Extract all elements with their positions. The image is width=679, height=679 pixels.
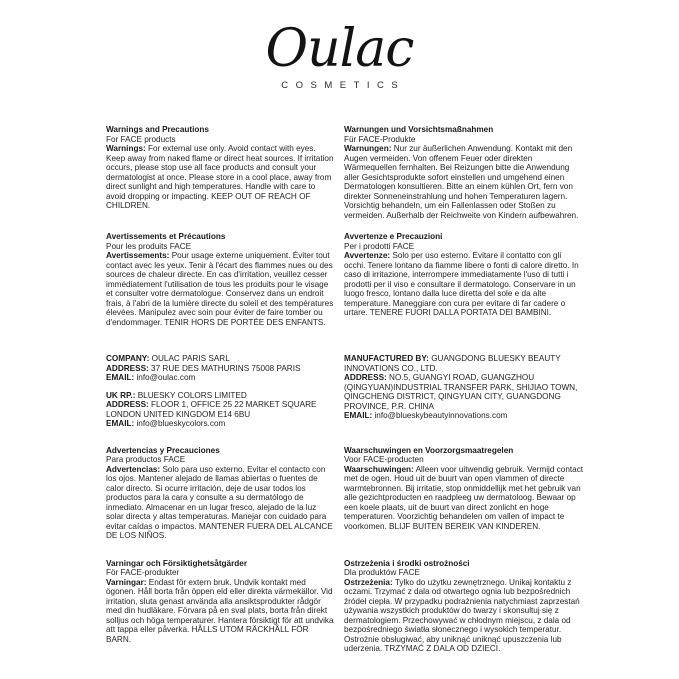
email-value: info@oulac.com: [136, 373, 196, 382]
section-body: Alleen voor uitwendig gebruik. Vermijd contact met de ogen. Houd uit de buurt van open vlammen of directe warmtebronnen. Bij irritatie, stop onmiddellijk met het gebruik van alle gezichtproducten en raadpleeg uw dermatoloog. Bewaar op een koele plaats, uit de buurt van direct zonlicht en hoge temperaturen. Voorzichtig behandelen om vallen of impact te voorkomen. BLIJF BUITEN BEREIK VAN KINDEREN.: [344, 464, 584, 531]
section-title: Ostrzeżenia i środki ostrożności: [344, 558, 470, 568]
warnings-section-german: [344, 125, 584, 220]
section-subtitle: Voor FACE-producten: [344, 455, 424, 464]
section-subtitle: Dla produktów FACE: [344, 568, 420, 577]
section-body: Endast för extern bruk. Undvik kontakt med ögonen. Håll borta från öppen eld eller direkta värmekällor. Vid irritation, sluta genast använda alla ansiktsprodukter rådgör med din hudläkare. Förvara på en sval plats, borta från direkt solljus och höga temperaturer. Hantera försiktigt för att undvika att tappa eller påverka. HÅLLS UTOM RÄCKHÅLL FÖR BARN.: [106, 577, 334, 644]
warnings-row-fr-it: [106, 232, 584, 327]
section-lead: Warnungen:: [344, 144, 392, 153]
field-label: ADDRESS:: [344, 373, 387, 382]
company-line: [106, 373, 334, 383]
section-body: Solo para uso externo. Evitar el contacto con los ojos. Mantener alejado de llamas abiertas o fuentes de calor directo. Si ocurre irritación, deje de usar todos los productos para la cara y consulte a su dermatólogo de inmediato. Almacenar en un lugar fresco, alejado de la luz solar directa y altas temperaturas. Manejar con cuidado para evitar caídas o impactos. MANTENER FUERA DEL ALCANCE DE LOS NIÑOS.: [106, 464, 333, 540]
section-title: Avvertenze e Precauzioni: [344, 232, 443, 241]
warnings-section-italian: [344, 232, 584, 318]
field-label: EMAIL:: [106, 373, 135, 382]
section-lead: Avvertenze:: [344, 251, 391, 260]
section-lead: Waarschuwingen:: [344, 464, 414, 474]
warnings-row-sv-pl: [106, 559, 584, 654]
field-label: UK RP.:: [106, 390, 136, 400]
field-label: ADDRESS:: [106, 363, 149, 373]
warnings-section-dutch: [344, 446, 584, 532]
company-info-row: [106, 354, 584, 429]
section-title: Warnings and Precautions: [106, 125, 209, 134]
section-subtitle: Para productos FACE: [106, 455, 186, 464]
company-info-column: [106, 354, 334, 429]
warnings-row-en-de: [106, 125, 584, 220]
section-subtitle: Pour les produits FACE: [106, 241, 192, 251]
section-title: Avertissements et Précautions: [106, 232, 226, 241]
section-lead: Avertissements:: [106, 251, 170, 260]
company-line: [106, 391, 334, 401]
section-body-paragraph: [106, 251, 334, 327]
field-label: COMPANY:: [106, 354, 150, 363]
uk-rp-block: [106, 391, 334, 429]
warnings-section-polish: [344, 559, 584, 654]
field-label: MANUFACTURED BY:: [344, 354, 429, 363]
warnings-section-french: [106, 232, 334, 327]
section-lead: Advertencias:: [106, 464, 161, 474]
section-title: Advertencias y Precauciones: [106, 445, 220, 455]
warnings-section-english: [106, 125, 334, 211]
section-subtitle: Per i prodotti FACE: [344, 241, 415, 251]
section-body-paragraph: [344, 465, 584, 532]
field-label: EMAIL:: [344, 411, 373, 420]
section-lead: Ostrzeżenia:: [344, 577, 393, 587]
section-body-paragraph: [344, 251, 584, 318]
company-line: [106, 419, 334, 429]
email-value: info@blueskycolors.com: [136, 419, 226, 428]
section-body-paragraph: [344, 144, 584, 220]
manufacturer-block: [344, 354, 584, 421]
label-content: [106, 125, 584, 654]
company-block: [106, 354, 334, 383]
section-body-paragraph: [106, 578, 334, 645]
section-body-paragraph: [344, 578, 584, 654]
company-line: [106, 354, 334, 364]
brand-header: [0, 0, 679, 92]
section-body: Pour usage externe uniquement. Éviter tout contact avec les yeux. Tenir à l'écart des flammes nues ou des sources de chaleur directe. En cas d'irritation, veuillez cesser immédiatement l'utilisation de tous les produits pour le visage et consulter votre dermatologue. Conservez dans un endroit frais, à l'abri de la lumière directe du soleil et des températures élevées. Manipulez avec soin pour éviter de faire tomber ou d'endommager. TENIR HORS DE PORTÉE DES ENFANTS.: [106, 251, 334, 327]
section-body: Tylko do użytku zewnętrznego. Unikaj kontaktu z oczami. Trzymać z dala od otwartego ognia lub bezpośrednich źródeł ciepła. W przypadku podrażnienia natychmiast zaprzestań używania wszystkich produktów do twarzy i skonsultuj się z dermatologiem. Przechowywać w chłodnym miejscu, z dala od bezpośredniego światła słonecznego i wysokich temperatur. Ostrożnie obsługiwać, aby uniknąć uniknąć upuszczenia lub uderzenia. TRZYMAĆ Z DALA OD DZIECI.: [344, 577, 580, 653]
warnings-row-es-nl: [106, 446, 584, 541]
email-value: info@blueskybeautyinnovations.com: [374, 411, 508, 420]
oulac-logo: Oulac: [265, 19, 414, 79]
section-subtitle: Für FACE-Produkte: [344, 134, 416, 144]
company-line: [344, 411, 584, 421]
section-title: Waarschuwingen en Voorzorgsmaatregelen: [344, 445, 514, 455]
field-value: GUANGDONG BLUESKY BEAUTY INNOVATIONS CO., LTD.: [344, 354, 561, 373]
section-body-paragraph: [106, 144, 334, 211]
section-body-paragraph: [106, 465, 334, 541]
company-line: [106, 364, 334, 374]
field-value: OULAC PARIS SARL: [151, 354, 230, 363]
warnings-section-spanish: [106, 446, 334, 541]
section-title: Varningar och Försiktighetsåtgärder: [106, 558, 248, 568]
field-label: ADDRESS:: [106, 400, 149, 409]
section-title: Warnungen und Vorsichtsmaßnahmen: [344, 125, 494, 134]
company-line: [344, 354, 584, 373]
manufacturer-column: [344, 354, 584, 421]
field-value: BLUESKY COLORS LIMITED: [137, 390, 247, 400]
section-subtitle: For FACE products: [106, 134, 176, 144]
section-body: For external use only. Avoid contact with eyes. Keep away from naked flame or direct heat sources. If irritation occurs, please stop use all face products and consult your dermatologist at once. Please store in a cool place, away from direct sunlight and high temperatures. Handle with care to avoid dropping or impacting. KEEP OUT OF REACH OF CHILDREN.: [106, 144, 334, 210]
brand-subtitle: COSMETICS: [281, 80, 406, 91]
section-lead: Warnings:: [106, 144, 146, 153]
field-value: NO.5, GUANGYI ROAD, GUANGZHOU (QINGYUAN)INDUSTRIAL TRANSFER PARK, SHIJIAO TOWN, QINGCHENG DISTRICT, QINGYUAN CITY, GUANGDONG PROVINCE, P.R. CHINA: [344, 373, 578, 411]
section-lead: Varningar:: [106, 577, 147, 587]
field-value: 37 RUE DES MATHURINS 75008 PARIS: [151, 363, 301, 373]
section-body: Nur zur äußerlichen Anwendung. Kontakt mit den Augen vermeiden. Von offenem Feuer oder direkten Wärmequellen fernhalten. Bei Reizungen bitte die Anwendung aller Gesichtsprodukte sofort einstellen und umgehend einen Dermatologen konsultieren. Bitte an einem kühlen Ort, fern von direkter Sonneneinstrahlung und hohen Temperaturen lagern. Vorsichtig behandeln, um ein Fallenlassen oder Stoßen zu vermeiden. Außerhalb der Reichweite von Kindern aufbewahren.: [344, 144, 579, 220]
section-subtitle: För FACE-produkter: [106, 568, 180, 577]
company-line: [106, 400, 334, 419]
section-body: Solo per uso esterno. Evitare il contatto con gli occhi. Tenere lontano da fiamme libere o fonti di calore diretto. In caso di irritazione, interrompere immediatamente l'uso di tutti i prodotti per il viso e consultare il dermatologo. Conservare in un luogo fresco, lontano dalla luce diretta del sole e da alte temperature. Maneggiare con cura per evitare di far cadere o urtare. TENERE FUORI DALLA PORTATA DEI BAMBINI.: [344, 251, 579, 317]
company-line: [344, 373, 584, 411]
field-label: EMAIL:: [106, 419, 135, 428]
field-value: FLOOR 1, OFFICE 25 22 MARKET SQUARE LONDON UNITED KINGDOM E14 6BU: [106, 400, 317, 419]
warnings-section-swedish: [106, 559, 334, 645]
